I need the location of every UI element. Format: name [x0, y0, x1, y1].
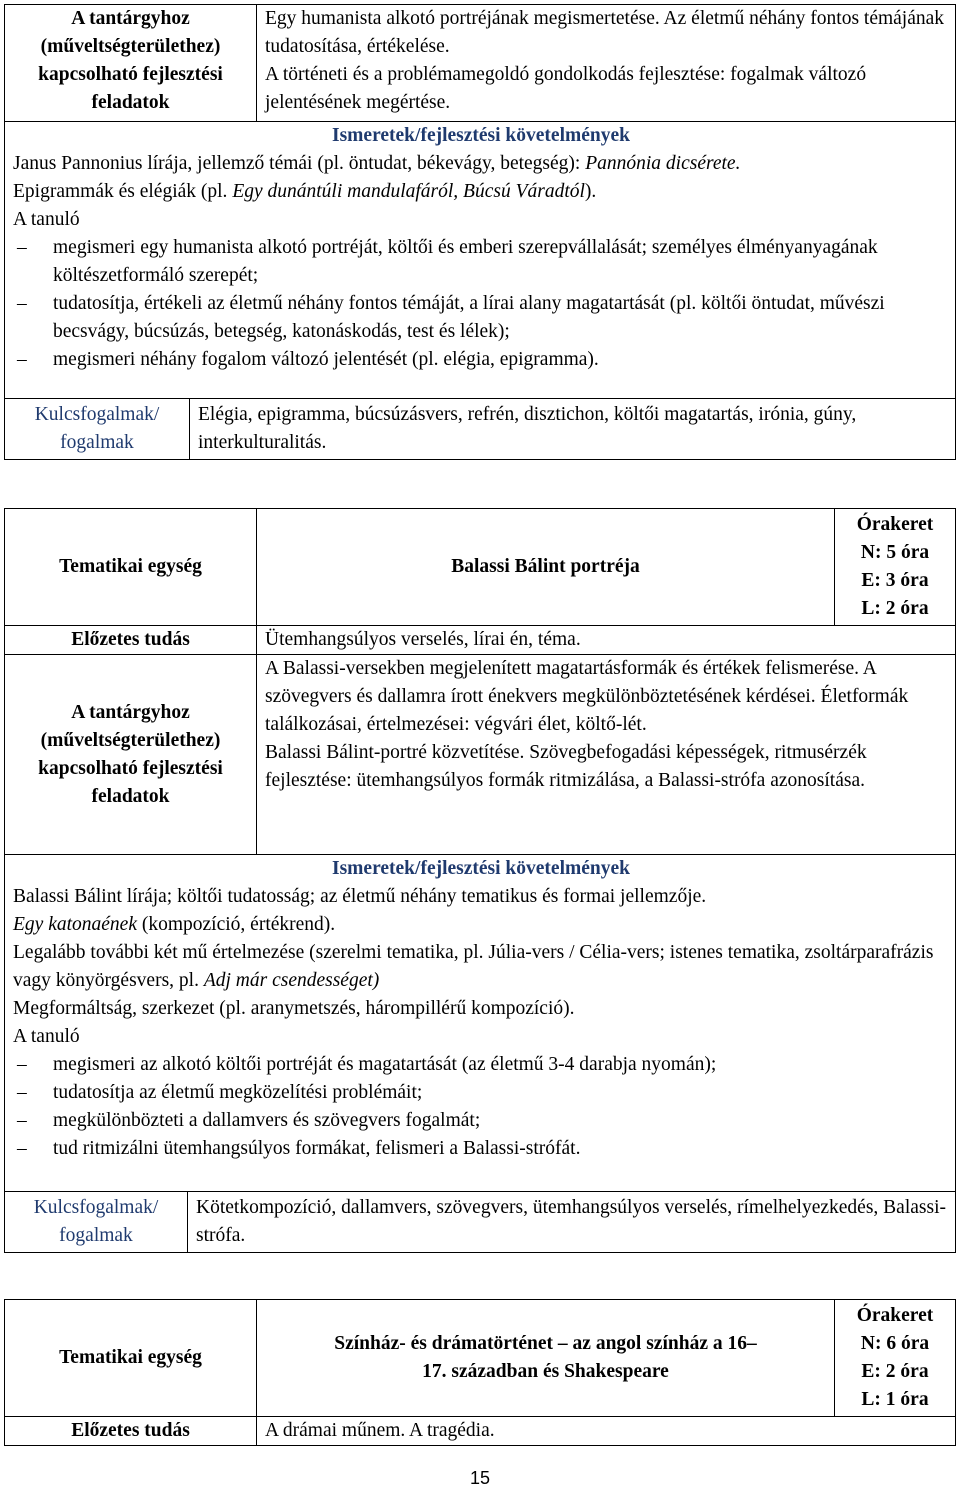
requirements-cell [5, 122, 956, 399]
label-line: kapcsolható fejlesztési [38, 64, 223, 85]
key-concepts-row [5, 399, 956, 460]
requirement-line: Epigrammák és elégiák (pl. Egy dunántúli mandulafáról, Búcsú Váradtól). [13, 181, 597, 202]
task-paragraph: A Balassi-versekben megjelenített magatartásformák és értékek felismerése. A szövegvers és dallamra írott énekvers megkülönböztetésének kérdései. Életformák találkozásai, értelmezései: végvári élet, költő-lét. [265, 658, 909, 735]
list-item: – megismeri néhány fogalom változó jelentését (pl. elégia, epigramma). [13, 346, 949, 374]
section-header: Ismeretek/fejlesztési követelmények [332, 858, 630, 879]
hours-box: Órakeret N: 6 óra E: 2 óra L: 1 óra [835, 1300, 956, 1417]
list-item: – tudatosítja, értékeli az életmű néhány fontos témáját, a lírai alany magatartását (pl. költői öntudat, művészi becsvágy, búcsúzás, betegség, katonáskodás, test és lélek); [13, 290, 949, 346]
development-tasks-text [257, 655, 956, 855]
prior-knowledge-label: Előzetes tudás [5, 1417, 257, 1446]
list-item: – megkülönbözteti a dallamvers és szövegvers fogalmát; [13, 1107, 949, 1135]
key-concepts-text: Elégia, epigramma, búcsúzásvers, refrén, disztichon, költői magatartás, irónia, gúny, interkulturalitás. [198, 404, 857, 453]
requirements-cell [5, 855, 956, 1192]
requirement-line: Balassi Bálint lírája; költői tudatosság; az életmű néhány tematikus és formai jellemzője. [13, 886, 707, 907]
label-development-tasks [5, 5, 257, 122]
requirement-line: Egy katonaének (kompozíció, értékrend). [13, 914, 336, 935]
label-line: (műveltségterülethez) [40, 36, 221, 57]
prior-knowledge-label: Előzetes tudás [5, 626, 257, 655]
label-development-tasks: A tantárgyhoz (műveltségterülethez) kapcsolható fejlesztési feladatok [5, 655, 257, 855]
student-label: A tanuló [13, 1026, 80, 1047]
unit-title: Balassi Bálint portréja [257, 509, 835, 626]
prior-knowledge-text: Ütemhangsúlyos verselés, lírai én, téma. [257, 626, 956, 655]
requirement-line: Janus Pannonius lírája, jellemző témái (pl. öntudat, békevágy, betegség): Pannónia dicsérete. [13, 153, 741, 174]
key-concepts-text: Kötetkompozíció, dallamvers, szövegvers, ütemhangsúlyos verselés, rímelhelyezkedés, Balassi-strófa. [196, 1197, 946, 1246]
table-janus-pannonius [4, 4, 956, 460]
prior-knowledge-text: A drámai műnem. A tragédia. [257, 1417, 956, 1446]
list-item: – tudatosítja az életmű megközelítési problémáit; [13, 1079, 949, 1107]
label-line: feladatok [91, 92, 170, 113]
unit-title: Színház- és drámatörténet – az angol színház a 16– 17. században és Shakespeare [257, 1300, 835, 1417]
hours-box: Órakeret N: 5 óra E: 3 óra L: 2 óra [835, 509, 956, 626]
table-shakespeare [4, 1299, 956, 1446]
student-label: A tanuló [13, 209, 80, 230]
unit-label: Tematikai egység [5, 509, 257, 626]
page-number: 15 [469, 1468, 491, 1488]
label-line: A tantárgyhoz [71, 8, 190, 29]
list-item: – megismeri az alkotó költői portréját és magatartását (az életmű 3-4 darabja nyomán); [13, 1051, 949, 1079]
key-concepts-label: Kulcsfogalmak/ fogalmak [5, 1192, 188, 1252]
development-tasks-text [257, 5, 956, 122]
task-paragraph: Egy humanista alkotó portréjának megismertetése. Az életmű néhány fontos témájának tudatosítása, értékelése. [265, 8, 945, 57]
section-header: Ismeretek/fejlesztési követelmények [332, 125, 630, 146]
task-paragraph: Balassi Bálint-portré közvetítése. Szövegbefogadási képességek, ritmusérzék fejlesztése: ütemhangsúlyos formák ritmizálása, a Balassi-strófa azonosítása. [265, 742, 867, 791]
key-concepts-row [5, 1192, 956, 1253]
requirement-line: Megformáltság, szerkezet (pl. aranymetszés, hárompillérű kompozíció). [13, 998, 575, 1019]
table-balassi [4, 508, 956, 1253]
list-item: – tud ritmizálni ütemhangsúlyos formákat, felismeri a Balassi-strófát. [13, 1135, 949, 1163]
requirement-line: Legalább további két mű értelmezése (szerelmi tematika, pl. Júlia-vers / Célia-vers; istenes tematika, zsoltárparafrázis vagy könyörgésvers, pl. Adj már csendességet) [13, 942, 934, 991]
key-concepts-label: Kulcsfogalmak/ fogalmak [5, 399, 190, 459]
task-paragraph: A történeti és a problémamegoldó gondolkodás fejlesztése: fogalmak változó jelentésének megértése. [265, 64, 867, 113]
unit-label: Tematikai egység [5, 1300, 257, 1417]
list-item: – megismeri egy humanista alkotó portréját, költői és emberi szerepvállalását; személyes élményanyagának költészetformáló szerepét; [13, 234, 949, 290]
